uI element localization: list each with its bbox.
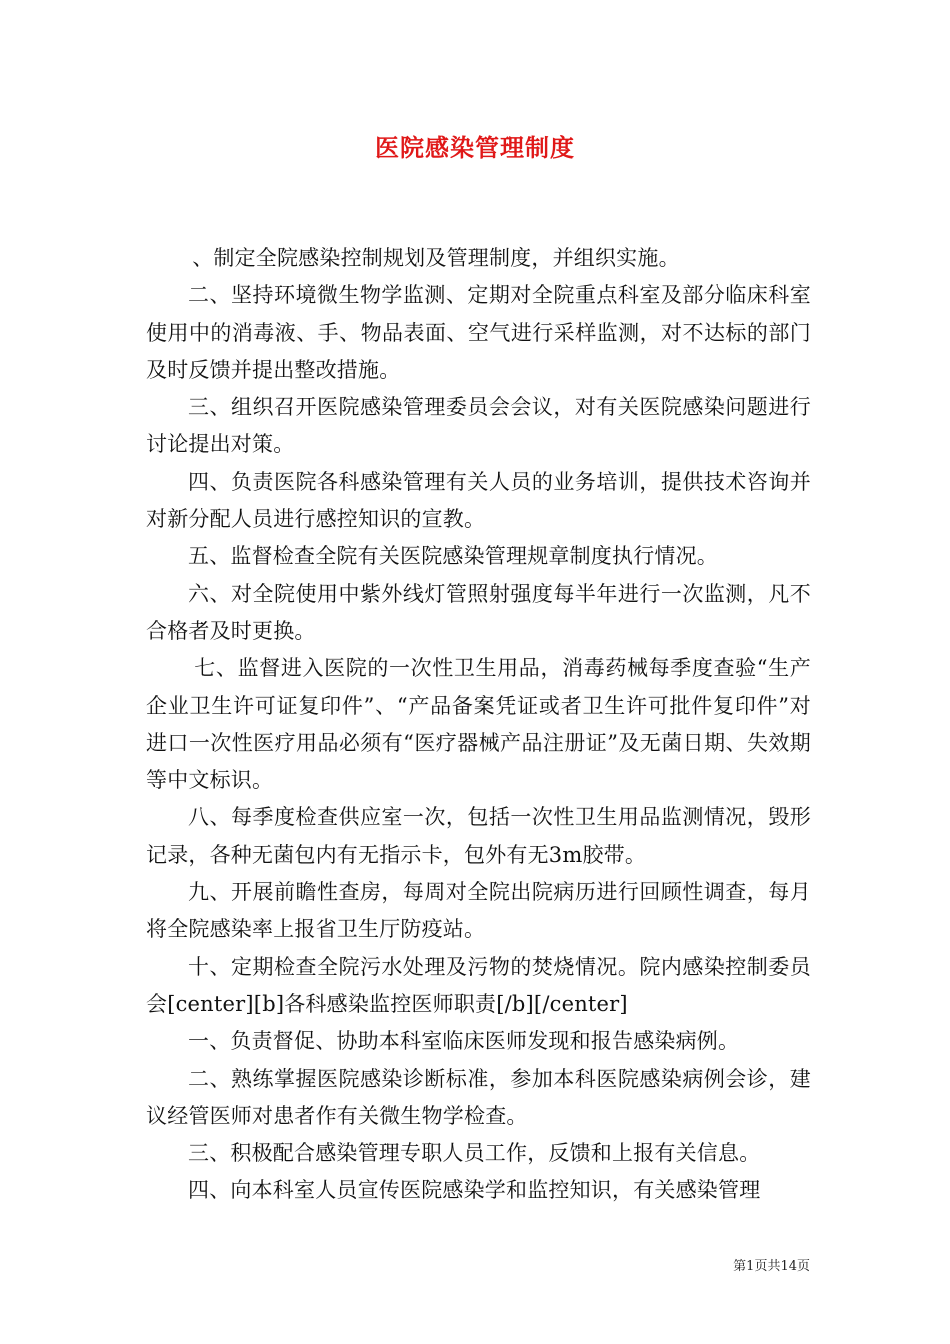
paragraph-12: 二、熟练掌握医院感染诊断标准，参加本科医院感染病例会诊，建议经管医师对患者作有关微生物学检查。 — [146, 1066, 811, 1128]
paragraph-1: 、制定全院感染控制规划及管理制度，并组织实施。 — [192, 246, 680, 270]
paragraph-9: 九、开展前瞻性查房，每周对全院出院病历进行回顾性调查，每月将全院感染率上报省卫生厅防疫站。 — [146, 880, 811, 942]
paragraph-6: 六、对全院使用中紫外线灯管照射强度每半年进行一次监测，凡不合格者及时更换。 — [146, 581, 811, 643]
paragraph-5: 五、监督检查全院有关医院感染管理规章制度执行情况。 — [188, 544, 718, 569]
paragraph-3: 三、组织召开医院感染管理委员会会议，对有关医院感染问题进行讨论提出对策。 — [146, 395, 811, 457]
document-body — [146, 240, 811, 1210]
paragraph-10: 十、定期检查全院污水处理及污物的焚烧情况。院内感染控制委员会[center][b]各科感染监控医师职责[/b][/center] — [146, 954, 811, 1016]
paragraph-8: 八、每季度检查供应室一次，包括一次性卫生用品监测情况，毁形记录，各种无菌包内有无指示卡，包外有无3m胶带。 — [146, 805, 811, 867]
page-footer: 第1页共14页 — [733, 1259, 810, 1274]
paragraph-7: 七、监督进入医院的一次性卫生用品，消毒药械每季度查验“生产企业卫生许可证复印件”、“产品备案凭证或者卫生许可批件复印件”对进口一次性医疗用品必须有“医疗器械产品注册证”及无菌日期、失效期等中文标识。 — [146, 656, 811, 793]
paragraph-14: 四、向本科室人员宣传医院感染学和监控知识，有关感染管理 — [188, 1178, 761, 1203]
paragraph-2: 二、坚持环境微生物学监测、定期对全院重点科室及部分临床科室使用中的消毒液、手、物品表面、空气进行采样监测，对不达标的部门及时反馈并提出整改措施。 — [146, 283, 811, 382]
paragraph-4: 四、负责医院各科感染管理有关人员的业务培训，提供技术咨询并对新分配人员进行感控知识的宣教。 — [146, 469, 811, 532]
paragraph-13: 三、积极配合感染管理专职人员工作，反馈和上报有关信息。 — [188, 1141, 761, 1166]
paragraph-11: 一、负责督促、协助本科室临床医师发现和报告感染病例。 — [188, 1029, 740, 1054]
document-title: 医院感染管理制度 — [375, 133, 575, 162]
